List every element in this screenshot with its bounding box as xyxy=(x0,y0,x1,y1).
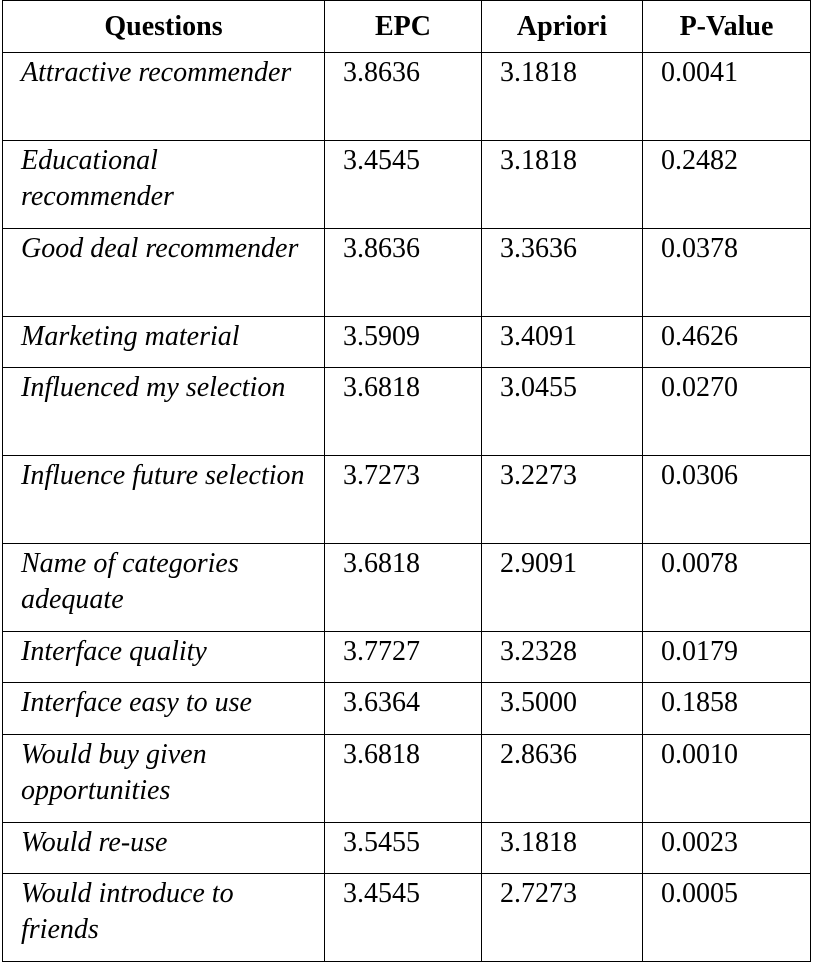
question-cell: Would buy given opportunities xyxy=(3,734,325,822)
apriori-cell: 3.3636 xyxy=(482,228,643,316)
apriori-cell: 3.1818 xyxy=(482,822,643,874)
pvalue-cell: 0.0005 xyxy=(643,874,811,962)
pvalue-cell: 0.4626 xyxy=(643,316,811,368)
table-row xyxy=(3,543,811,631)
table-row xyxy=(3,228,811,316)
apriori-cell: 3.4091 xyxy=(482,316,643,368)
table-row xyxy=(3,631,811,683)
question-cell: Interface quality xyxy=(3,631,325,683)
pvalue-cell: 0.1858 xyxy=(643,683,811,735)
table-row xyxy=(3,874,811,962)
table-row xyxy=(3,734,811,822)
header-pvalue: P-Value xyxy=(643,1,811,53)
pvalue-cell: 0.0010 xyxy=(643,734,811,822)
question-cell: Educational recommender xyxy=(3,140,325,228)
apriori-cell: 3.2328 xyxy=(482,631,643,683)
table-row xyxy=(3,316,811,368)
epc-cell: 3.5455 xyxy=(325,822,482,874)
apriori-cell: 2.9091 xyxy=(482,543,643,631)
pvalue-cell: 0.0078 xyxy=(643,543,811,631)
header-epc: EPC xyxy=(325,1,482,53)
pvalue-cell: 0.0270 xyxy=(643,368,811,456)
epc-cell: 3.8636 xyxy=(325,228,482,316)
header-apriori: Apriori xyxy=(482,1,643,53)
pvalue-cell: 0.2482 xyxy=(643,140,811,228)
results-table xyxy=(2,0,811,962)
question-cell: Interface easy to use xyxy=(3,683,325,735)
epc-cell: 3.7727 xyxy=(325,631,482,683)
table-row xyxy=(3,53,811,141)
apriori-cell: 3.1818 xyxy=(482,53,643,141)
table-row xyxy=(3,140,811,228)
apriori-cell: 3.2273 xyxy=(482,455,643,543)
epc-cell: 3.4545 xyxy=(325,874,482,962)
header-questions: Questions xyxy=(3,1,325,53)
pvalue-cell: 0.0179 xyxy=(643,631,811,683)
epc-cell: 3.6364 xyxy=(325,683,482,735)
epc-cell: 3.6818 xyxy=(325,734,482,822)
header-row xyxy=(3,1,811,53)
table-row xyxy=(3,368,811,456)
epc-cell: 3.4545 xyxy=(325,140,482,228)
epc-cell: 3.7273 xyxy=(325,455,482,543)
apriori-cell: 3.5000 xyxy=(482,683,643,735)
question-cell: Would introduce to friends xyxy=(3,874,325,962)
apriori-cell: 2.7273 xyxy=(482,874,643,962)
apriori-cell: 2.8636 xyxy=(482,734,643,822)
pvalue-cell: 0.0023 xyxy=(643,822,811,874)
question-cell: Name of categories adequate xyxy=(3,543,325,631)
question-cell: Influence future selection xyxy=(3,455,325,543)
table-row xyxy=(3,822,811,874)
question-cell: Attractive recommender xyxy=(3,53,325,141)
pvalue-cell: 0.0378 xyxy=(643,228,811,316)
apriori-cell: 3.1818 xyxy=(482,140,643,228)
table-row xyxy=(3,455,811,543)
question-cell: Would re-use xyxy=(3,822,325,874)
question-cell: Good deal recommender xyxy=(3,228,325,316)
pvalue-cell: 0.0041 xyxy=(643,53,811,141)
epc-cell: 3.6818 xyxy=(325,543,482,631)
pvalue-cell: 0.0306 xyxy=(643,455,811,543)
question-cell: Influenced my selection xyxy=(3,368,325,456)
table-row xyxy=(3,683,811,735)
question-cell: Marketing material xyxy=(3,316,325,368)
epc-cell: 3.6818 xyxy=(325,368,482,456)
epc-cell: 3.8636 xyxy=(325,53,482,141)
epc-cell: 3.5909 xyxy=(325,316,482,368)
apriori-cell: 3.0455 xyxy=(482,368,643,456)
